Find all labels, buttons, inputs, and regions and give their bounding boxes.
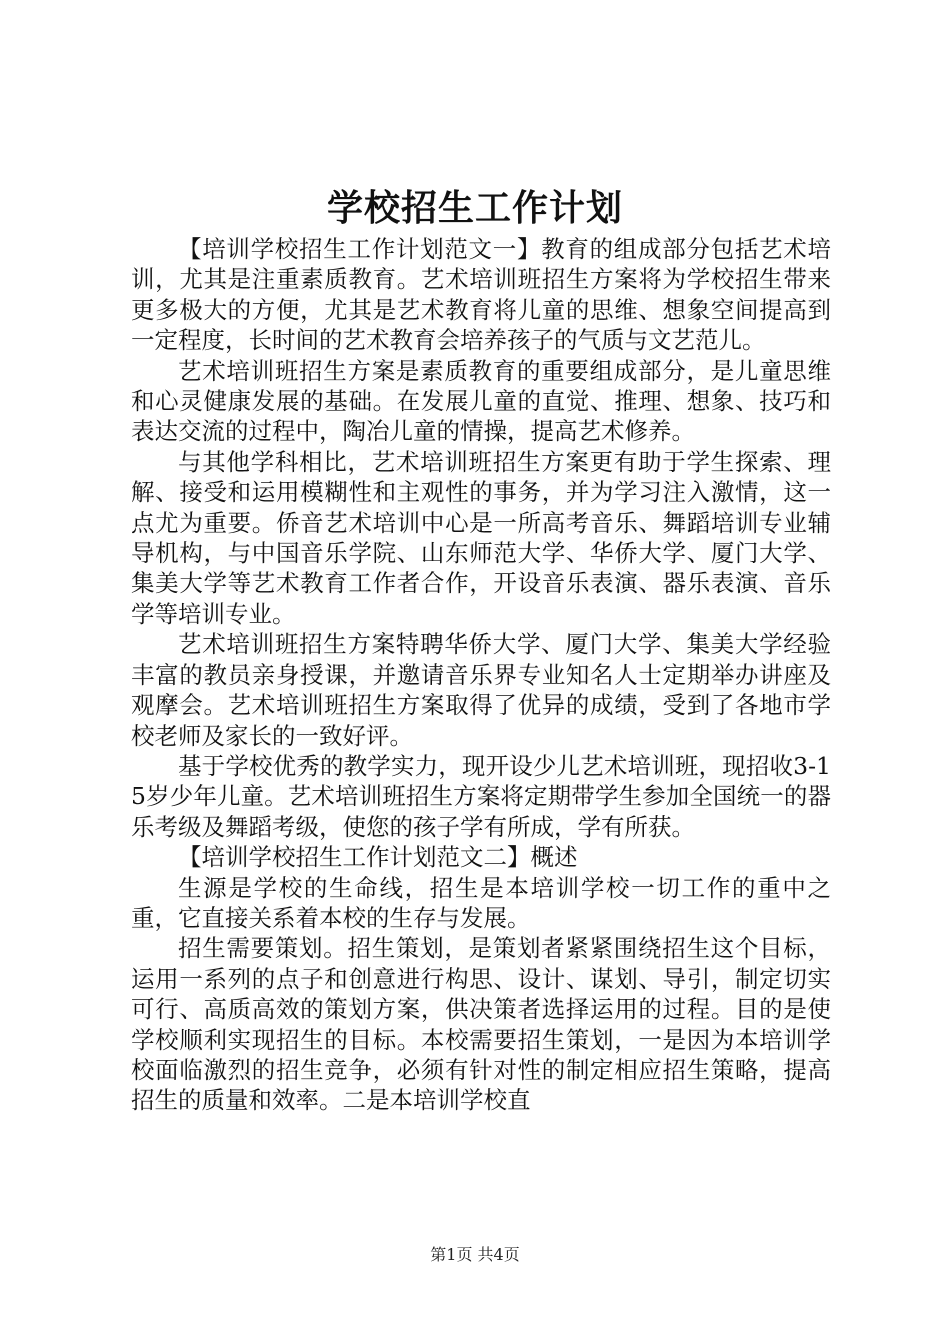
paragraph-8: 招生需要策划。招生策划，是策划者紧紧围绕招生这个目标，运用一系列的点子和创意进行构思、设计、谋划、导引，制定切实可行、高质高效的策划方案，供决策者选择运用的过程。目的是使学校顺利实现招生的目标。本校需要招生策划，一是因为本培训学校面临激烈的招生竞争，必须有针对性的制定相应招生策略，提高招生的质量和效率。二是本培训学校直 [131, 934, 831, 1115]
document-body [131, 234, 831, 1116]
paragraph-4: 艺术培训班招生方案特聘华侨大学、厦门大学、集美大学经验丰富的教员亲身授课，并邀请音乐界专业知名人士定期举办讲座及观摩会。艺术培训班招生方案取得了优异的成绩，受到了各地市学校老师及家长的一致好评。 [131, 630, 831, 750]
paragraph-5: 基于学校优秀的教学实力，现开设少儿艺术培训班，现招收3-15岁少年儿童。艺术培训班招生方案将定期带学生参加全国统一的器乐考级及舞蹈考级，使您的孩子学有所成，学有所获。 [131, 751, 831, 841]
page-number-footer: 第1页 共4页 [430, 1245, 520, 1264]
section-heading-2: 【培训学校招生工作计划范文二】概述 [178, 843, 578, 872]
paragraph-2: 艺术培训班招生方案是素质教育的重要组成部分，是儿童思维和心灵健康发展的基础。在发展儿童的直觉、推理、想象、技巧和表达交流的过程中，陶冶儿童的情操，提高艺术修养。 [131, 356, 831, 446]
paragraph-3: 与其他学科相比，艺术培训班招生方案更有助于学生探索、理解、接受和运用模糊性和主观性的事务，并为学习注入激情，这一点尤为重要。侨音艺术培训中心是一所高考音乐、舞蹈培训专业辅导机构，与中国音乐学院、山东师范大学、华侨大学、厦门大学、集美大学等艺术教育工作者合作，开设音乐表演、器乐表演、音乐学等培训专业。 [131, 447, 831, 628]
paragraph-7: 生源是学校的生命线，招生是本培训学校一切工作的重中之重，它直接关系着本校的生存与发展。 [131, 873, 831, 932]
document-title: 学校招生工作计划 [326, 187, 623, 229]
paragraph-1: 【培训学校招生工作计划范文一】教育的组成部分包括艺术培训，尤其是注重素质教育。艺术培训班招生方案将为学校招生带来更多极大的方便，尤其是艺术教育将儿童的思维、想象空间提高到一定程度，长时间的艺术教育会培养孩子的气质与文艺范儿。 [131, 235, 831, 355]
